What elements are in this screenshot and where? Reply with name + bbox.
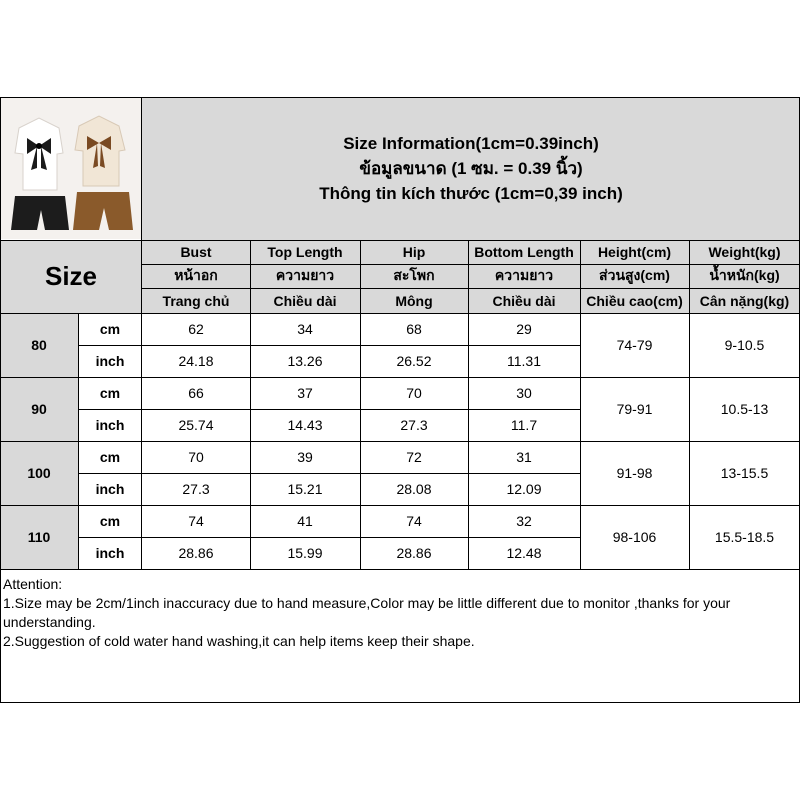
cell-hip-inch: 28.08 — [396, 481, 432, 497]
attention-note — [3, 575, 797, 651]
header-height-vi: Chiều cao(cm) — [586, 292, 683, 309]
attention-item-2: 2.Suggestion of cold water hand washing,it can help items keep their shape. — [3, 633, 475, 649]
cell-bottom-length-cm: 30 — [516, 385, 532, 401]
cell-bottom-length-inch: 11.31 — [507, 353, 541, 369]
cell-bust-inch: 27.3 — [182, 481, 210, 497]
cell-hip-inch: 28.86 — [396, 545, 432, 561]
title-english: Size Information(1cm=0.39inch) — [343, 134, 599, 153]
cell-bottom-length-inch: 12.09 — [506, 481, 542, 497]
header-bottom-length-en: Bottom Length — [474, 244, 574, 260]
size-number: 110 — [27, 529, 51, 545]
cell-hip-cm: 68 — [406, 321, 422, 337]
header-weight-vi: Cân nặng(kg) — [699, 292, 790, 309]
header-top-length-en: Top Length — [267, 244, 343, 260]
cell-bust-cm: 74 — [188, 513, 204, 529]
size-number: 90 — [31, 401, 47, 417]
cell-top-length-inch: 15.99 — [287, 545, 323, 561]
unit-cm: cm — [99, 321, 121, 337]
cell-height: 74-79 — [616, 337, 653, 353]
header-top-length-th: ความยาว — [275, 267, 335, 283]
cell-top-length-inch: 14.43 — [287, 417, 323, 433]
header-hip-th: สะโพก — [393, 267, 435, 283]
unit-cm: cm — [99, 449, 121, 465]
size-number: 100 — [27, 465, 51, 481]
header-bust-vi: Trang chủ — [162, 292, 230, 309]
cell-top-length-cm: 41 — [297, 513, 313, 529]
header-bottom-length-th: ความยาว — [494, 267, 554, 283]
cell-weight: 9-10.5 — [724, 337, 765, 353]
cell-bust-inch: 28.86 — [178, 545, 214, 561]
unit-inch: inch — [95, 481, 125, 497]
unit-inch: inch — [95, 545, 125, 561]
unit-cm: cm — [99, 513, 121, 529]
unit-cm: cm — [99, 385, 121, 401]
size-information-title — [142, 97, 800, 240]
cell-bust-cm: 66 — [188, 385, 204, 401]
header-hip-vi: Mông — [395, 292, 433, 309]
cell-weight: 15.5-18.5 — [714, 529, 775, 545]
cell-hip-inch: 26.52 — [396, 353, 432, 369]
cell-bust-cm: 62 — [188, 321, 204, 337]
cell-top-length-cm: 39 — [297, 449, 313, 465]
cell-hip-cm: 70 — [406, 385, 422, 401]
header-height-en: Height(cm) — [597, 244, 672, 260]
title-thai: ข้อมูลขนาด (1 ซม. = 0.39 นิ้ว) — [359, 159, 583, 178]
cell-bottom-length-inch: 11.7 — [510, 417, 538, 433]
attention-heading: Attention: — [3, 576, 63, 592]
cell-weight: 13-15.5 — [720, 465, 769, 481]
cell-bottom-length-inch: 12.48 — [506, 545, 542, 561]
header-hip-en: Hip — [402, 244, 426, 260]
header-weight-th: น้ำหนัก(kg) — [709, 267, 780, 283]
cell-height: 98-106 — [612, 529, 657, 545]
attention-item-1: 1.Size may be 2cm/1inch inaccuracy due to hand measure,Color may be little different due to monitor ,thanks for your understanding. — [3, 595, 731, 630]
size-chart — [0, 97, 800, 703]
size-label: Size — [44, 261, 98, 291]
cell-weight: 10.5-13 — [720, 401, 769, 417]
header-bottom-length-vi: Chiều dài — [492, 292, 556, 309]
cell-hip-inch: 27.3 — [400, 417, 428, 433]
cell-top-length-cm: 37 — [297, 385, 313, 401]
cell-top-length-inch: 13.26 — [287, 353, 323, 369]
cell-hip-cm: 72 — [406, 449, 422, 465]
header-top-length-vi: Chiều dài — [273, 292, 337, 309]
header-bust-th: หน้าอก — [174, 267, 218, 283]
cell-bottom-length-cm: 31 — [516, 449, 532, 465]
unit-inch: inch — [95, 353, 125, 369]
cell-height: 91-98 — [616, 465, 653, 481]
header-bust-en: Bust — [180, 244, 212, 260]
cell-bust-inch: 25.74 — [178, 417, 214, 433]
cell-top-length-inch: 15.21 — [287, 481, 323, 497]
cell-bust-cm: 70 — [188, 449, 204, 465]
title-vietnamese: Thông tin kích thước (1cm=0,39 inch) — [319, 184, 623, 203]
header-height-th: ส่วนสูง(cm) — [599, 267, 670, 283]
cell-top-length-cm: 34 — [297, 321, 313, 337]
cell-hip-cm: 74 — [406, 513, 422, 529]
cell-height: 79-91 — [616, 401, 653, 417]
product-photo — [1, 98, 141, 239]
cell-bust-inch: 24.18 — [178, 353, 214, 369]
unit-inch: inch — [95, 417, 125, 433]
cell-bottom-length-cm: 32 — [516, 513, 532, 529]
size-number: 80 — [31, 337, 47, 353]
header-weight-en: Weight(kg) — [708, 244, 781, 260]
cell-bottom-length-cm: 29 — [516, 321, 532, 337]
